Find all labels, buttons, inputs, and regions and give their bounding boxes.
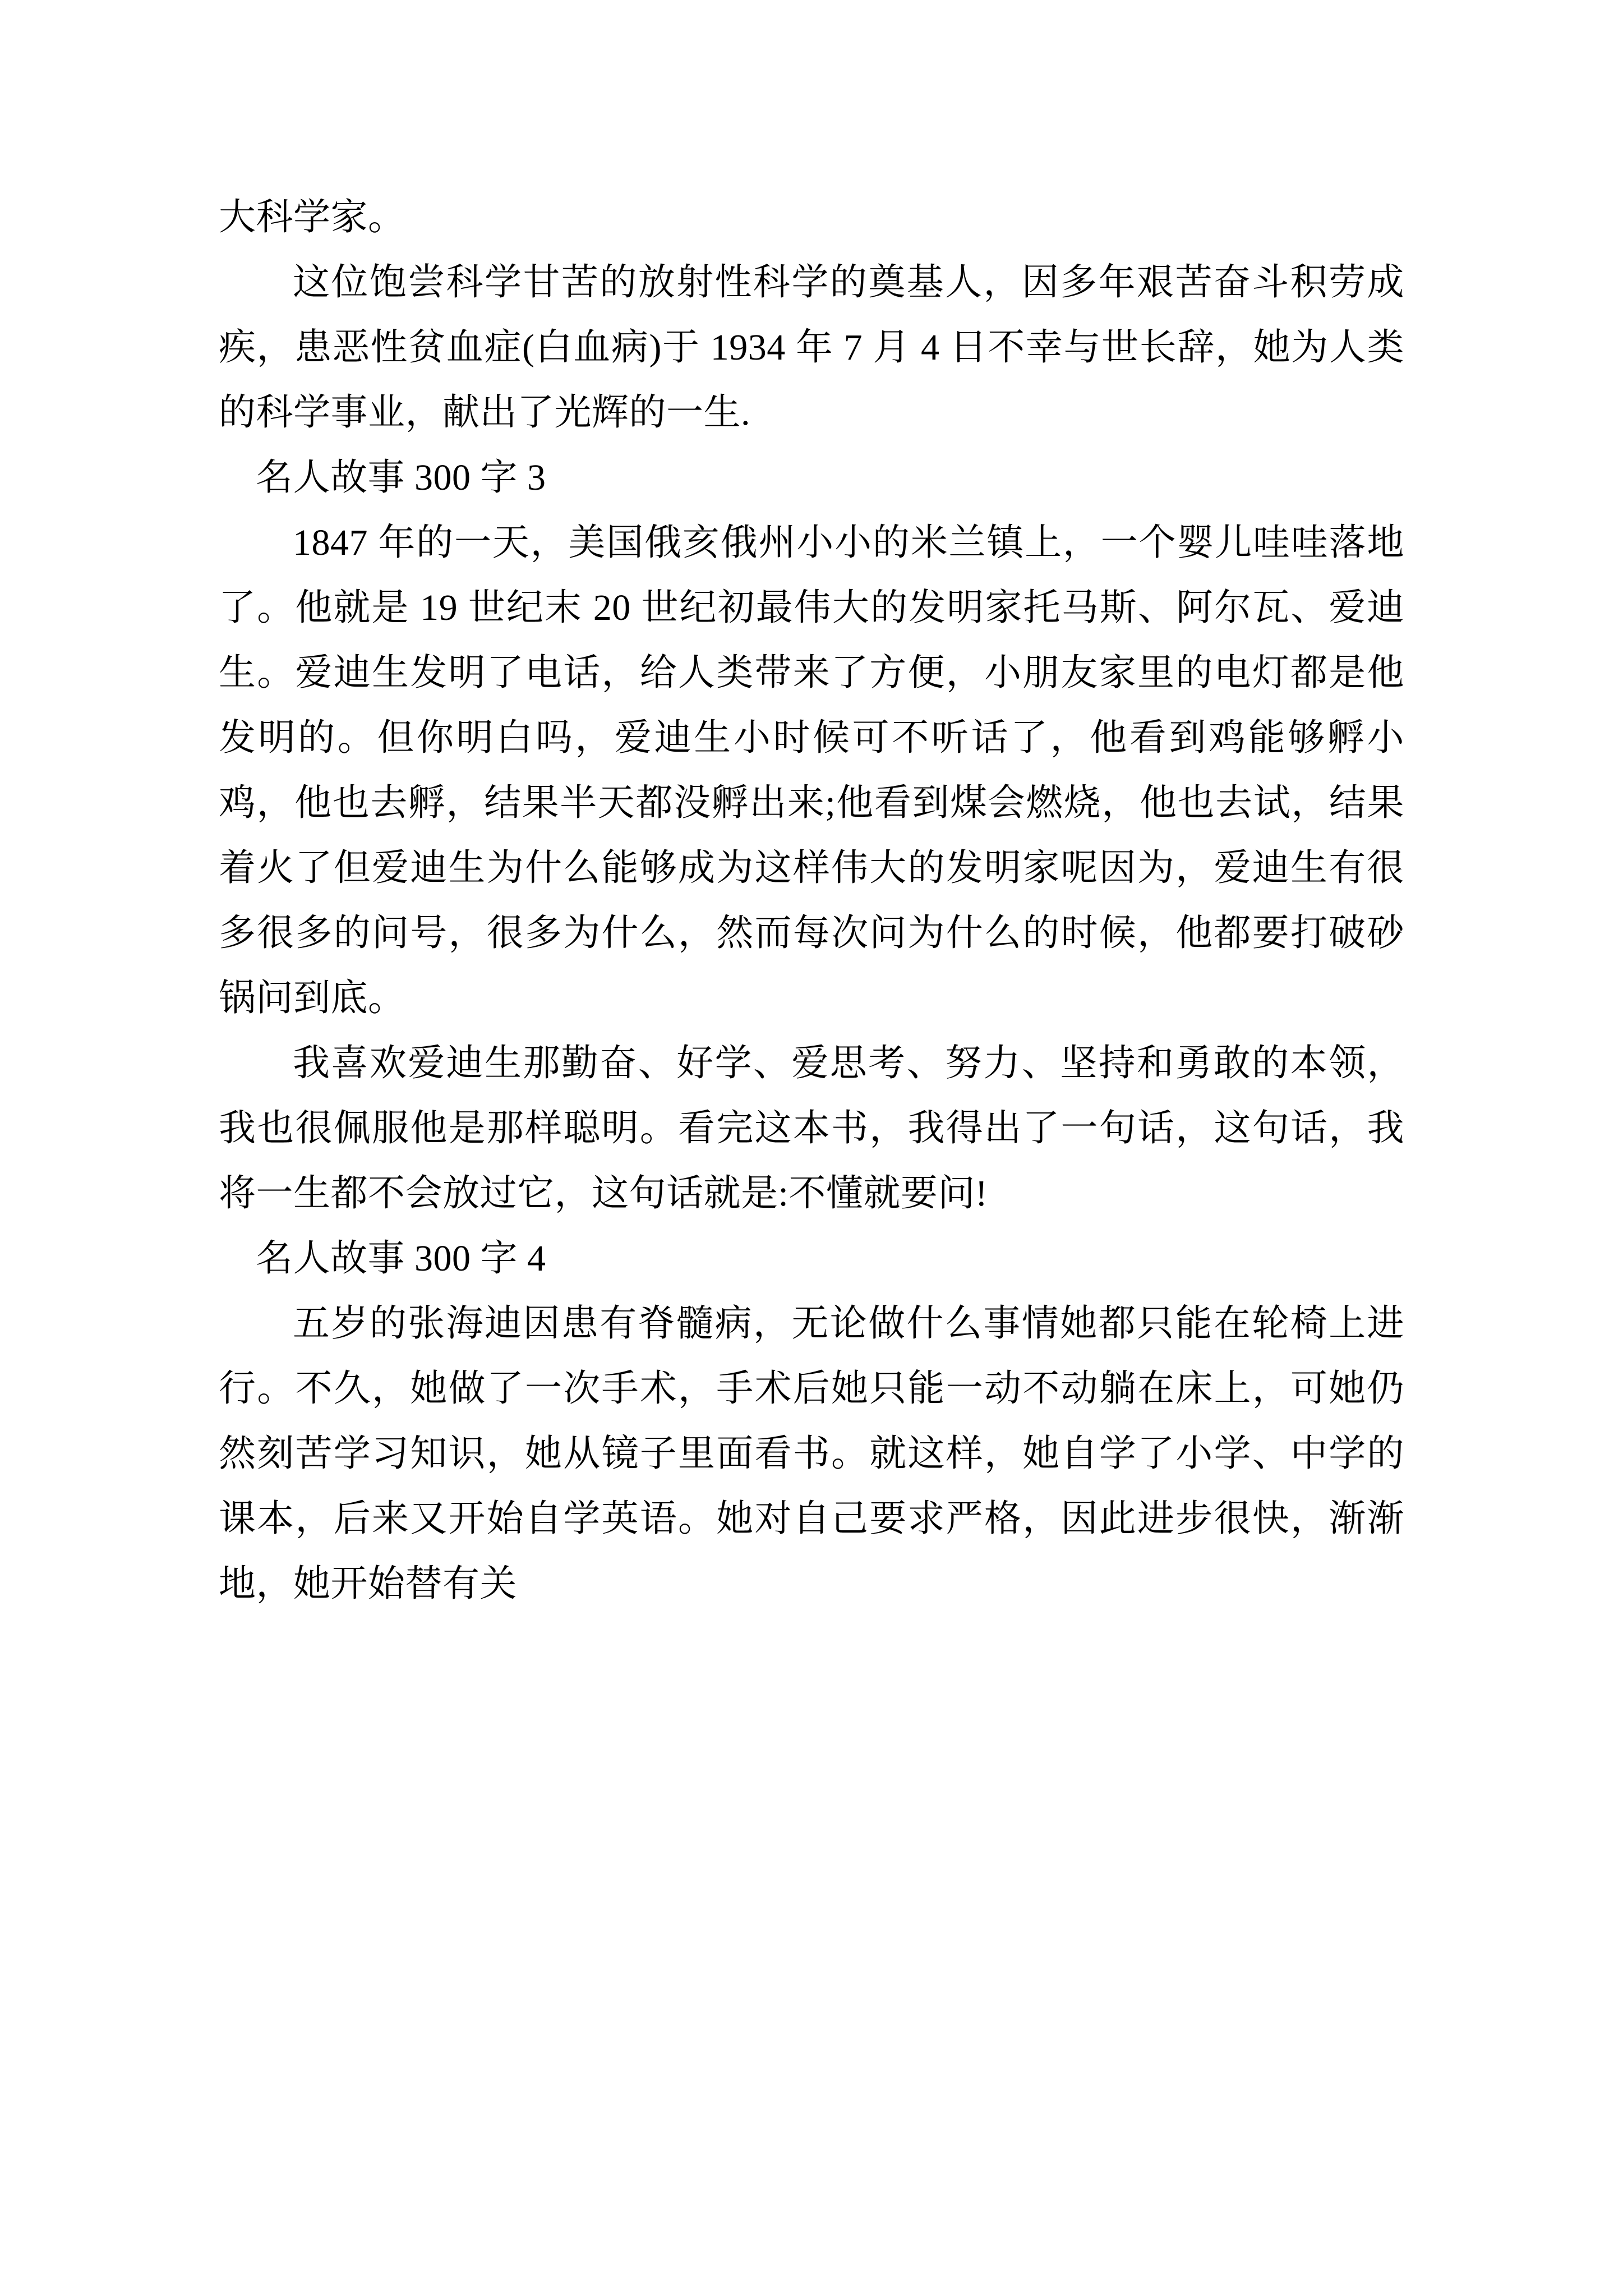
paragraph-edison-1: 1847 年的一天，美国俄亥俄州小小的米兰镇上，一个婴儿哇哇落地了。他就是 19 世纪末 20 世纪初最伟大的发明家托马斯、阿尔瓦、爱迪生。爱迪生发明了电话，给人类带来了方便，小朋友家里的电灯都是他发明的。但你明白吗，爱迪生小时候可不听话了，他看到鸡能够孵小鸡，他也去孵，结果半天都没孵出来;他看到煤会燃烧，他也去试，结果着火了但爱迪生为什么能够成为这样伟大的发明家呢因为，爱迪生有很多很多的问号，很多为什么，然而每次问为什么的时候，他都要打破砂锅问到底。 <box>219 522 1404 1019</box>
document-body <box>219 185 1404 1617</box>
heading-story-4: 名人故事 300 字 4 <box>256 1238 546 1279</box>
paragraph-curie-death: 这位饱尝科学甘苦的放射性科学的奠基人，因多年艰苦奋斗积劳成疾，患恶性贫血症(白血病)于 1934 年 7 月 4 日不幸与世长辞，她为人类的科学事业，献出了光辉的一生. <box>219 262 1404 433</box>
heading-story-3: 名人故事 300 字 3 <box>256 457 546 498</box>
paragraph-edison-2: 我喜欢爱迪生那勤奋、好学、爱思考、努力、坚持和勇敢的本领，我也很佩服他是那样聪明。看完这本书，我得出了一句话，这句话，我将一生都不会放过它，这句话就是:不懂就要问! <box>219 1043 1404 1214</box>
paragraph-zhanghaidi: 五岁的张海迪因患有脊髓病，无论做什么事情她都只能在轮椅上进行。不久，她做了一次手术，手术后她只能一动不动躺在床上，可她仍然刻苦学习知识，她从镜子里面看书。就这样，她自学了小学、中学的课本，后来又开始自学英语。她对自己要求严格，因此进步很快，渐渐地，她开始替有关 <box>219 1303 1404 1604</box>
paragraph-continuation: 大科学家。 <box>219 197 405 238</box>
